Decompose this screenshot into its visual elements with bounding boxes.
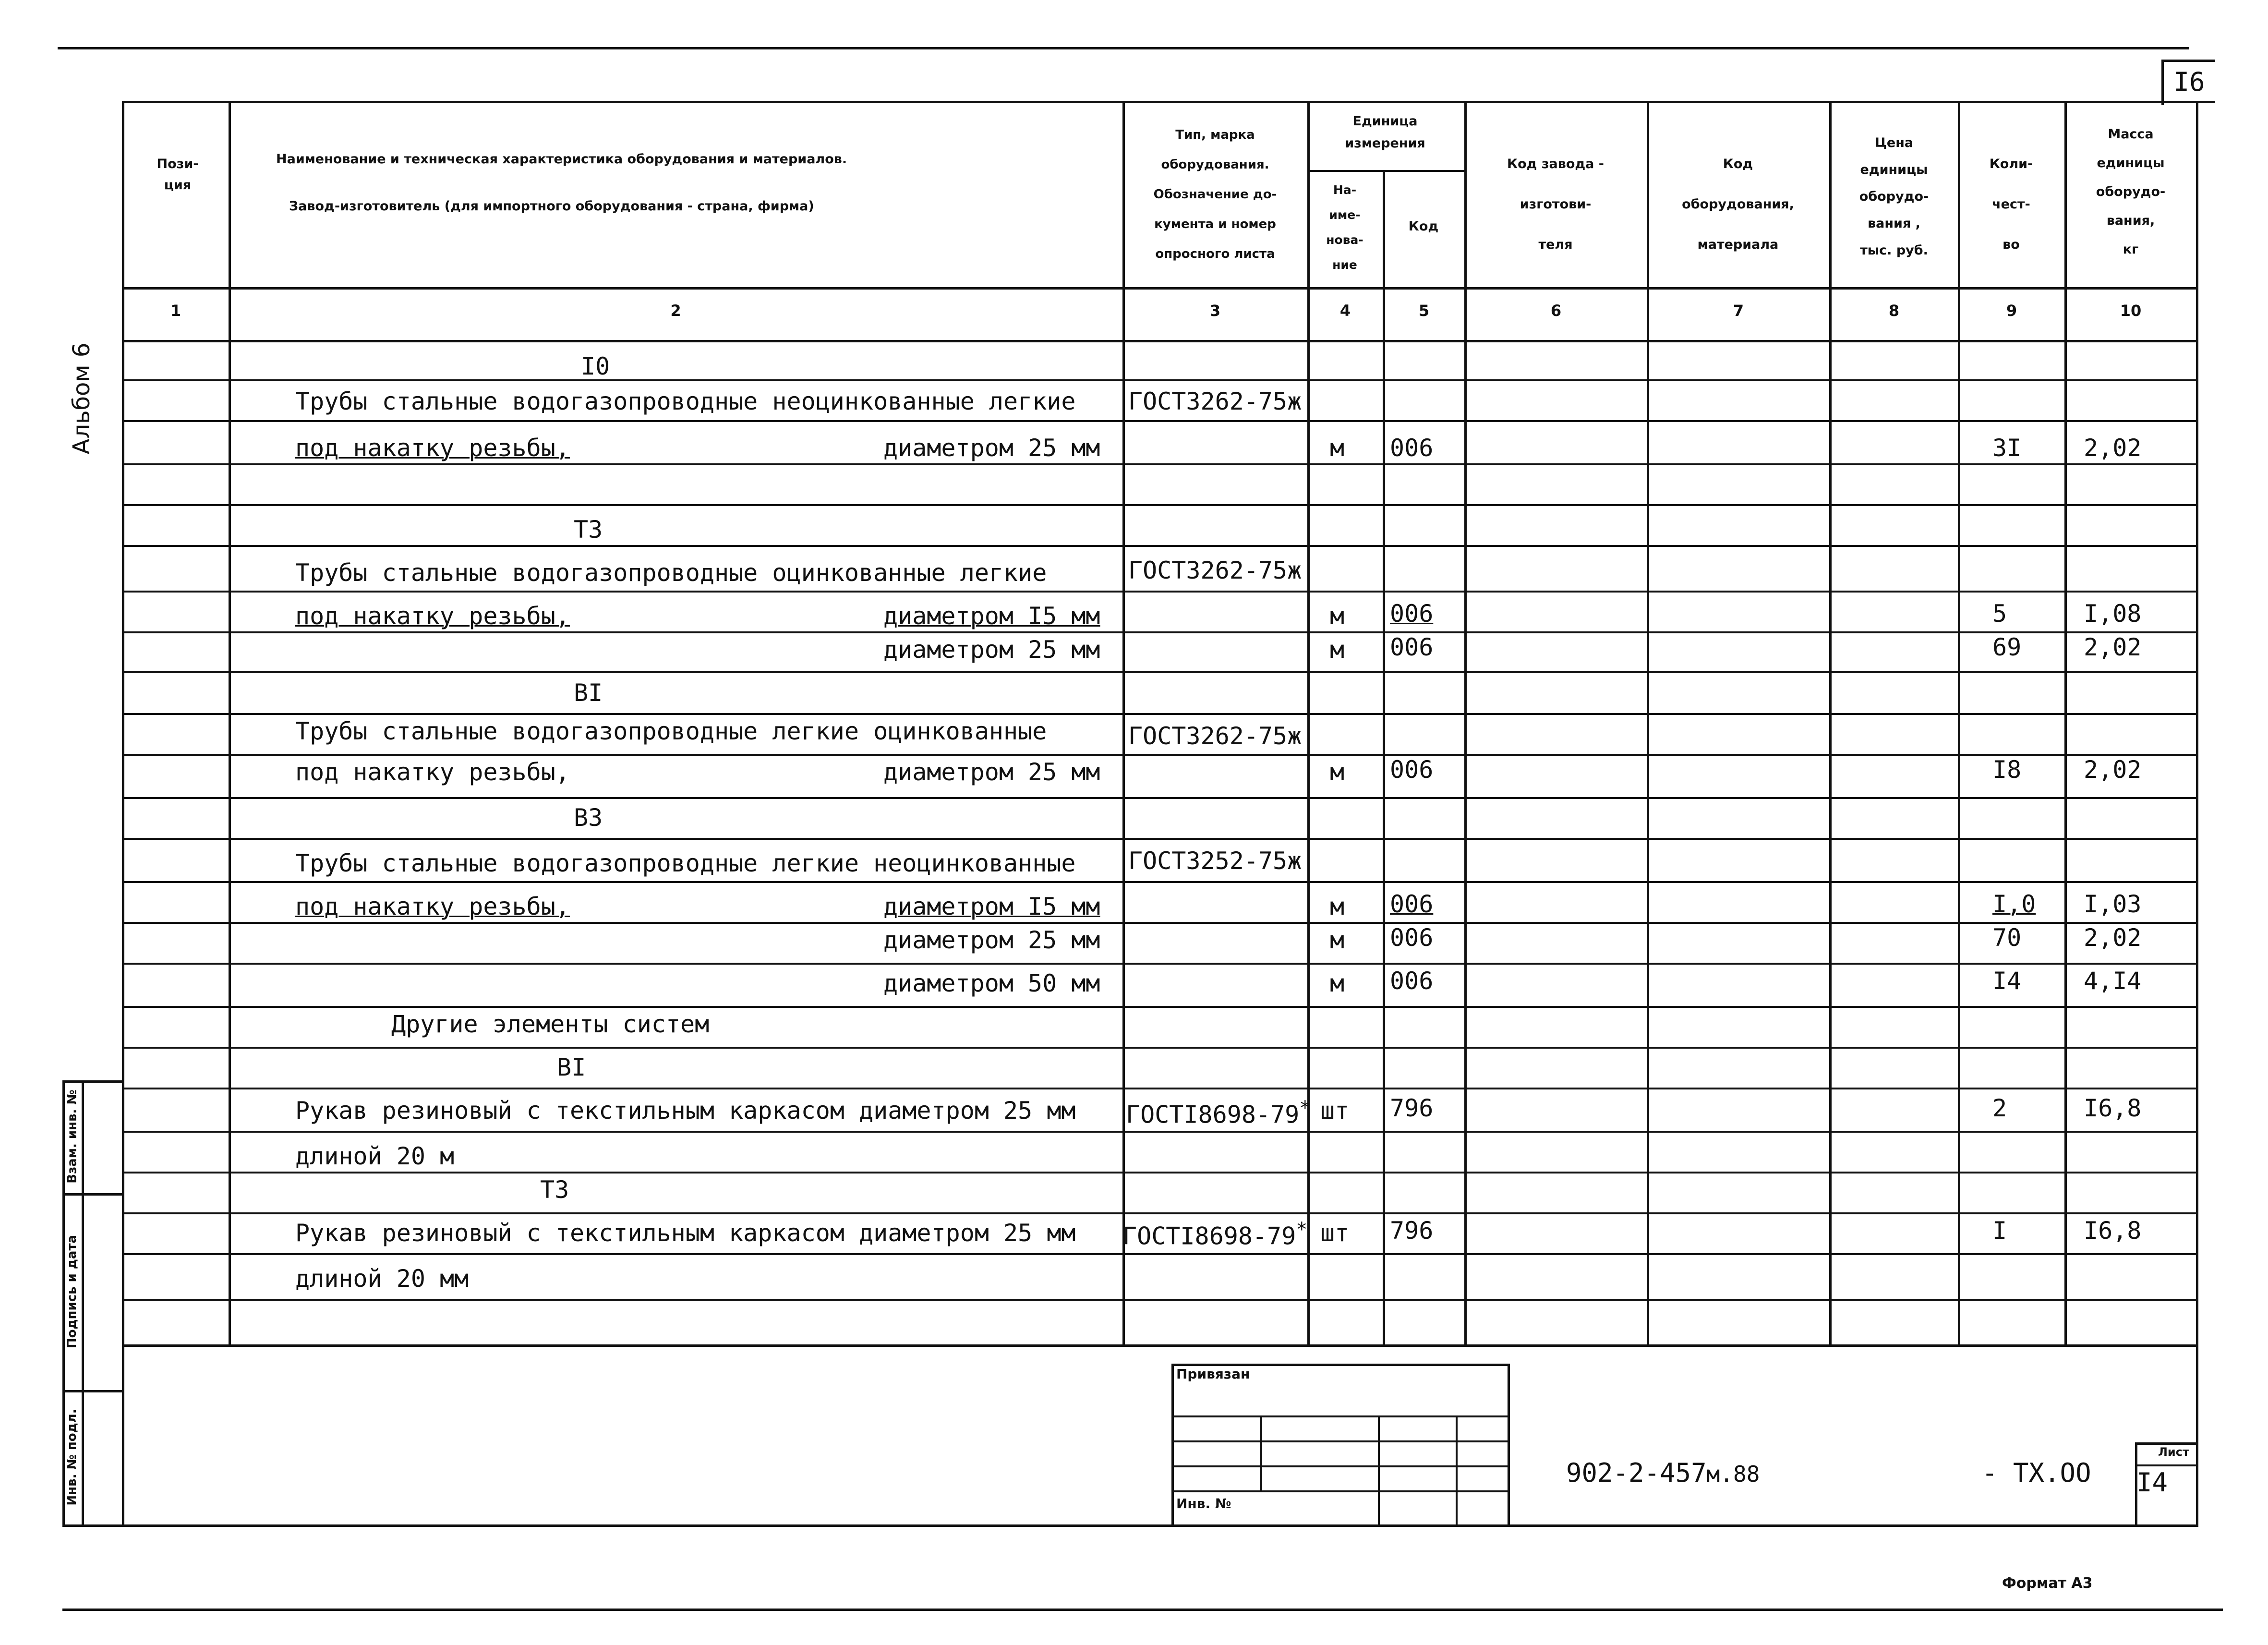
item-mass: I6,8 xyxy=(2084,1094,2142,1122)
side-stamp-mid xyxy=(82,1080,84,1524)
item-name: Трубы стальные водогазопроводные легкие неоцинкованные xyxy=(295,849,1076,877)
row-line xyxy=(122,463,2196,465)
sheet-number: I6 xyxy=(2173,67,2205,97)
sheet-cell-top xyxy=(2135,1442,2196,1445)
item-unit: шт xyxy=(1320,1097,1350,1125)
item-name: под накатку резьбы, xyxy=(295,758,570,786)
unit-group-line xyxy=(1307,170,1464,172)
header-unit-name: На- име- нова- ние xyxy=(1326,183,1363,272)
stamp-privyazan: Привязан xyxy=(1176,1366,1250,1382)
item-code: 006 xyxy=(1390,967,1434,995)
side-vzam-label: Взам. инв. № xyxy=(65,1089,80,1184)
item-name: под накатку резьбы, xyxy=(295,434,570,462)
side-vzam xyxy=(62,1080,82,1193)
item-name: под накатку резьбы, xyxy=(295,602,570,630)
row-line xyxy=(122,631,2196,633)
item-doc-mark: * xyxy=(1299,1097,1311,1119)
colnum-6: 6 xyxy=(1550,302,1562,320)
header-unit-code: Код xyxy=(1408,219,1439,234)
colnum-9: 9 xyxy=(2006,302,2017,320)
item-unit: м xyxy=(1330,926,1345,954)
item-unit: м xyxy=(1330,434,1345,462)
item-code: 006 xyxy=(1390,633,1434,661)
item-qty: I4 xyxy=(1992,967,2022,995)
table-bottom xyxy=(122,1524,2198,1527)
colnum-5: 5 xyxy=(1418,302,1430,320)
col-line-7 xyxy=(1829,101,1832,1346)
item-name: длиной 20 мм xyxy=(295,1265,469,1293)
item-code: 006 xyxy=(1390,890,1434,918)
section-title: BI xyxy=(557,1053,586,1081)
row-line xyxy=(122,1006,2196,1008)
sheet-label: Лист xyxy=(2158,1445,2189,1459)
col-line-5 xyxy=(1464,101,1467,1346)
header-type: Тип, марка оборудования. Обозначение до- кумента и номер опросного листа xyxy=(1153,128,1277,261)
item-mass: 2,02 xyxy=(2084,756,2142,784)
body-bottom xyxy=(122,1344,2196,1347)
album-label-rot: Альбом 6 xyxy=(68,342,95,455)
side-podpis xyxy=(62,1193,82,1390)
row-line xyxy=(122,671,2196,673)
item-doc: ГОСТ3262-75ж xyxy=(1128,387,1302,415)
row-line xyxy=(122,1172,2196,1173)
row-line xyxy=(122,591,2196,593)
stamp-vline xyxy=(1378,1415,1380,1524)
item-mass: 2,02 xyxy=(2084,924,2142,952)
item-mass: I,08 xyxy=(2084,600,2142,628)
item-diameter: диаметром 25 мм xyxy=(883,636,1100,664)
colnum-1: 1 xyxy=(170,302,181,320)
header-name-line2: Завод-изготовитель (для импортного оборудования - страна, фирма) xyxy=(289,199,814,214)
section-title: В3 xyxy=(574,804,603,832)
sheet-cell-mid xyxy=(2135,1464,2196,1466)
item-doc: ГОСТ3262-75ж xyxy=(1128,556,1302,584)
colnum-2: 2 xyxy=(670,302,681,320)
item-qty: 70 xyxy=(1992,924,2022,952)
table-top xyxy=(122,101,2215,103)
row-line xyxy=(122,420,2196,422)
row-line xyxy=(122,881,2196,883)
item-name: Рукав резиновый с текстильным каркасом диаметром 25 мм xyxy=(295,1097,1076,1125)
item-name: Трубы стальные водогазопроводные неоцинкованные легкие xyxy=(295,387,1076,415)
header-price: Цена единицы оборудо- вания , тыс. руб. xyxy=(1859,135,1929,258)
row-line xyxy=(122,754,2196,756)
header-quantity: Коли- чест- во xyxy=(1989,157,2033,252)
item-unit: шт xyxy=(1320,1219,1350,1247)
side-invpodl xyxy=(62,1390,82,1524)
col-line-9 xyxy=(2064,101,2067,1346)
item-doc: ГОСТ3252-75ж xyxy=(1128,847,1302,875)
row-line xyxy=(122,545,2196,547)
item-name: Трубы стальные водогазопроводные легкие оцинкованные xyxy=(295,717,1047,745)
item-diameter: диаметром 25 мм xyxy=(883,926,1100,954)
item-mass: 2,02 xyxy=(2084,633,2142,661)
side-podpis-label: Подпись и дата xyxy=(65,1234,79,1349)
col-line-6 xyxy=(1647,101,1649,1346)
row-line xyxy=(122,922,2196,924)
item-code: 006 xyxy=(1390,756,1434,784)
row-line xyxy=(122,1088,2196,1089)
colnum-7: 7 xyxy=(1733,302,1744,320)
section-title: I0 xyxy=(581,352,610,380)
doc-code xyxy=(1566,1459,1760,1488)
item-code: 796 xyxy=(1390,1217,1434,1245)
row-line xyxy=(122,963,2196,965)
item-mass: I,03 xyxy=(2084,890,2142,918)
col-line-8 xyxy=(1958,101,1960,1346)
item-name: Трубы стальные водогазопроводные оцинкованные легкие xyxy=(295,559,1047,587)
colnum-3: 3 xyxy=(1209,302,1221,320)
sheet-box-left xyxy=(2161,60,2164,105)
stamp-right xyxy=(1508,1364,1510,1524)
item-qty: 5 xyxy=(1992,600,2007,628)
stamp-vline xyxy=(1260,1415,1262,1490)
item-qty: 69 xyxy=(1992,633,2022,661)
item-unit: м xyxy=(1330,969,1345,997)
format-label: Формат А3 xyxy=(2002,1575,2093,1592)
doc-suffix: - ТХ.ОО xyxy=(1982,1458,2091,1488)
item-unit: м xyxy=(1330,758,1345,786)
item-qty: 3I xyxy=(1992,434,2022,462)
row-line xyxy=(122,504,2196,506)
item-doc-text: ГОСТI8698-79 xyxy=(1122,1222,1296,1250)
row-line xyxy=(122,1047,2196,1049)
header-mass: Масса единицы оборудо- вания, кг xyxy=(2096,127,2166,257)
item-doc xyxy=(1122,1216,1307,1250)
section-title: BI xyxy=(574,679,603,707)
header-plant-code: Код завода - изготови- теля xyxy=(1507,157,1604,252)
header-bottom xyxy=(122,287,2196,290)
sheet-no: I4 xyxy=(2136,1467,2168,1498)
section-title: Т3 xyxy=(574,516,603,544)
table-right xyxy=(2196,101,2198,1524)
header-position: Пози- ция xyxy=(157,157,199,193)
item-doc-mark: * xyxy=(1296,1219,1308,1241)
row-line xyxy=(122,713,2196,715)
stamp-inv-no: Инв. № xyxy=(1176,1496,1231,1512)
album-label-text xyxy=(67,336,96,461)
item-code: 006 xyxy=(1390,600,1434,628)
item-diameter: диаметром I5 мм xyxy=(883,893,1100,920)
item-diameter: диаметром I5 мм xyxy=(883,602,1100,630)
side-invpodl-label: Инв. № подл. xyxy=(65,1409,79,1506)
item-qty: I,0 xyxy=(1992,890,2036,918)
row-line xyxy=(122,1253,2196,1255)
item-code: 006 xyxy=(1390,924,1434,952)
stamp-vline xyxy=(1456,1415,1458,1524)
row-line xyxy=(122,797,2196,799)
item-qty: I8 xyxy=(1992,756,2022,784)
item-doc-text: ГОСТI8698-79 xyxy=(1126,1101,1300,1129)
colnum-10: 10 xyxy=(2120,302,2142,320)
item-diameter: диаметром 25 мм xyxy=(883,758,1100,786)
item-qty: 2 xyxy=(1992,1094,2007,1122)
col-line-3 xyxy=(1307,101,1310,1346)
section-title: Т3 xyxy=(540,1176,569,1204)
top-rule xyxy=(58,47,2189,49)
item-mass: 4,I4 xyxy=(2084,967,2142,995)
col-line-2 xyxy=(1122,101,1125,1346)
row-line xyxy=(122,1212,2196,1214)
doc-code-sub: м.88 xyxy=(1706,1461,1760,1487)
item-mass: I6,8 xyxy=(2084,1217,2142,1245)
header-unit-group: Единица измерения xyxy=(1345,114,1425,151)
item-diameter: диаметром 25 мм xyxy=(883,434,1100,462)
colnum-8: 8 xyxy=(1888,302,1900,320)
header-material-code: Код оборудования, материала xyxy=(1682,157,1794,252)
doc-code-main: 902-2-457 xyxy=(1566,1458,1707,1488)
colnum-bottom xyxy=(122,340,2196,342)
row-line xyxy=(122,1299,2196,1301)
item-doc xyxy=(1126,1095,1311,1128)
row-line xyxy=(122,379,2196,381)
colnum-4: 4 xyxy=(1339,302,1351,320)
row-line xyxy=(122,838,2196,840)
stamp-left xyxy=(1171,1364,1174,1524)
item-name: длиной 20 м xyxy=(295,1142,455,1170)
item-mass: 2,02 xyxy=(2084,434,2142,462)
item-unit: м xyxy=(1330,893,1345,920)
side-stamp-bottom xyxy=(62,1524,122,1527)
section-title: Другие элементы систем xyxy=(391,1010,710,1038)
item-unit: м xyxy=(1330,602,1345,630)
item-unit: м xyxy=(1330,636,1345,664)
header-name-line1: Наименование и техническая характеристика оборудования и материалов. xyxy=(276,152,847,167)
item-name: под накатку резьбы, xyxy=(295,893,570,920)
item-code: 796 xyxy=(1390,1094,1434,1122)
item-diameter: диаметром 50 мм xyxy=(883,969,1100,997)
item-code: 006 xyxy=(1390,434,1434,462)
bottom-rule xyxy=(62,1609,2223,1611)
col-line-1 xyxy=(229,101,231,1346)
item-doc: ГОСТ3262-75ж xyxy=(1128,722,1302,750)
col-line-4 xyxy=(1383,170,1385,1346)
row-line xyxy=(122,1131,2196,1133)
item-qty: I xyxy=(1992,1217,2007,1245)
item-name: Рукав резиновый с текстильным каркасом диаметром 25 мм xyxy=(295,1219,1076,1247)
